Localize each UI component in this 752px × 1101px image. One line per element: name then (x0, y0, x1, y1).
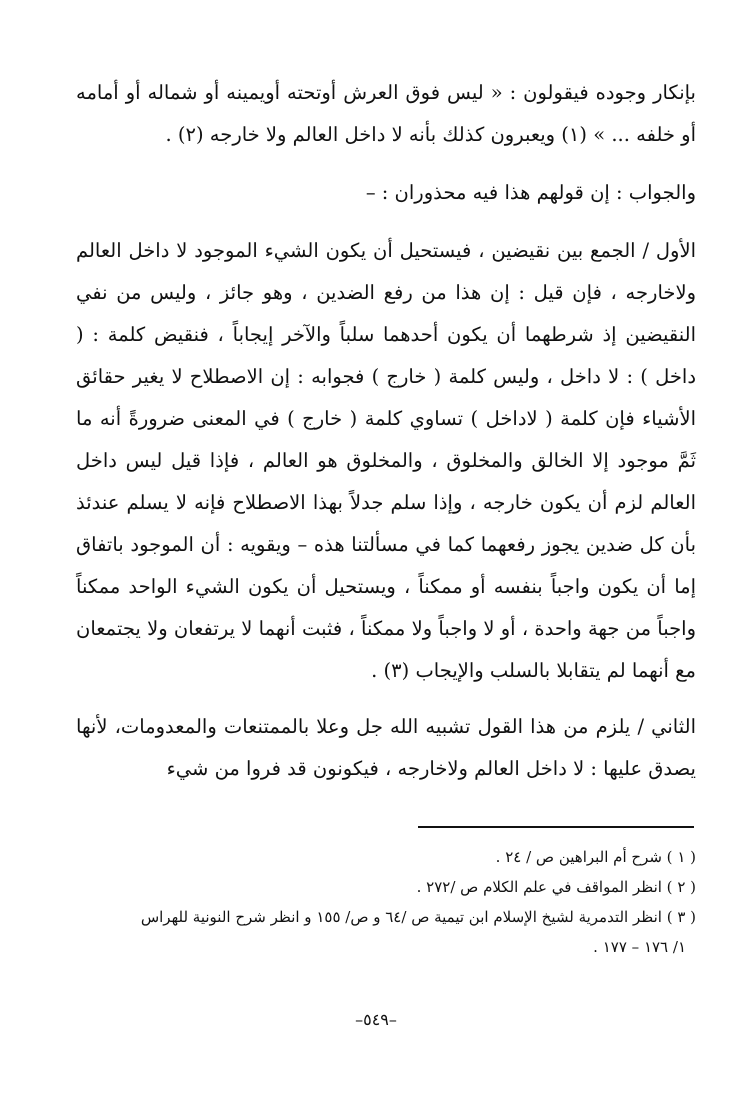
footnotes (76, 842, 696, 962)
footnote-3: ( ٣ ) انظر التدمرية لشيخ الإسلام ابن تيمية ص /٦٤ و ص/ ١٥٥ و انظر شرح النونية للهراس (140, 908, 696, 926)
main-text (76, 72, 696, 790)
footnote-3-continuation: ١/ ١٧٦ – ١٧٧ . (593, 938, 686, 956)
paragraph-first-objection: الأول / الجمع بين نقيضين ، فيستحيل أن يكون الشيء الموجود لا داخل العالم ولاخارجه ، فإن قيل : إن هذا من رفع الضدين ، وهو جائز ، وليس من نفي النقيضين إذ شرطهما أن يكون أحدهما سلباً والآخر إيجاباً ، فنقيض كلمة : ( داخل ) : لا داخل ، وليس كلمة ( خارج ) فجوابه : إن الاصطلاح لا يغير حقائق الأشياء فإن كلمة ( لاداخل ) تساوي كلمة ( خارج ) في المعنى ضرورةً أنه ما ثَمَّ موجود إلا الخالق والمخلوق ، والمخلوق هو العالم ، فإذا قيل ليس داخل العالم لزم أن يكون خارجه ، وإذا سلم جدلاً بهذا الاصطلاح فإنه لا يسلم عندئذ بأن كل ضدين يجوز رفعهما كما في مسألتنا هذه – ويقويه : أن الموجود باتفاق إما أن يكون واجباً بنفسه أو ممكناً ، ويستحيل أن يكون الشيء الواحد ممكناً واجباً من جهة واحدة ، أو لا واجباً ولا ممكناً ، فثبت أنهما لا يرتفعان ولا يجتمعان مع أنهما لم يتقابلا بالسلب والإيجاب (٣) . (76, 239, 696, 682)
paragraph-answer: والجواب : إن قولهم هذا فيه محذوران : – (365, 181, 696, 204)
footnote-1: ( ١ ) شرح أم البراهين ص / ٢٤ . (495, 848, 696, 866)
paragraph-second-objection: الثاني / يلزم من هذا القول تشبيه الله جل وعلا بالممتنعات والمعدومات، لأنها يصدق عليها : لا داخل العالم ولاخارجه ، فيكونون قد فروا من شيء (76, 715, 696, 780)
footnote-separator (418, 826, 694, 828)
footnote-2: ( ٢ ) انظر المواقف في علم الكلام ص /٢٧٢ . (416, 878, 696, 896)
page-number: –٥٤٩– (355, 1010, 397, 1029)
paragraph-intro: بإنكار وجوده فيقولون : « ليس فوق العرش أوتحته أويمينه أو شماله أو أمامه أو خلفه ... » (١) ويعبرون كذلك بأنه لا داخل العالم ولا خارجه (٢) . (76, 81, 696, 146)
